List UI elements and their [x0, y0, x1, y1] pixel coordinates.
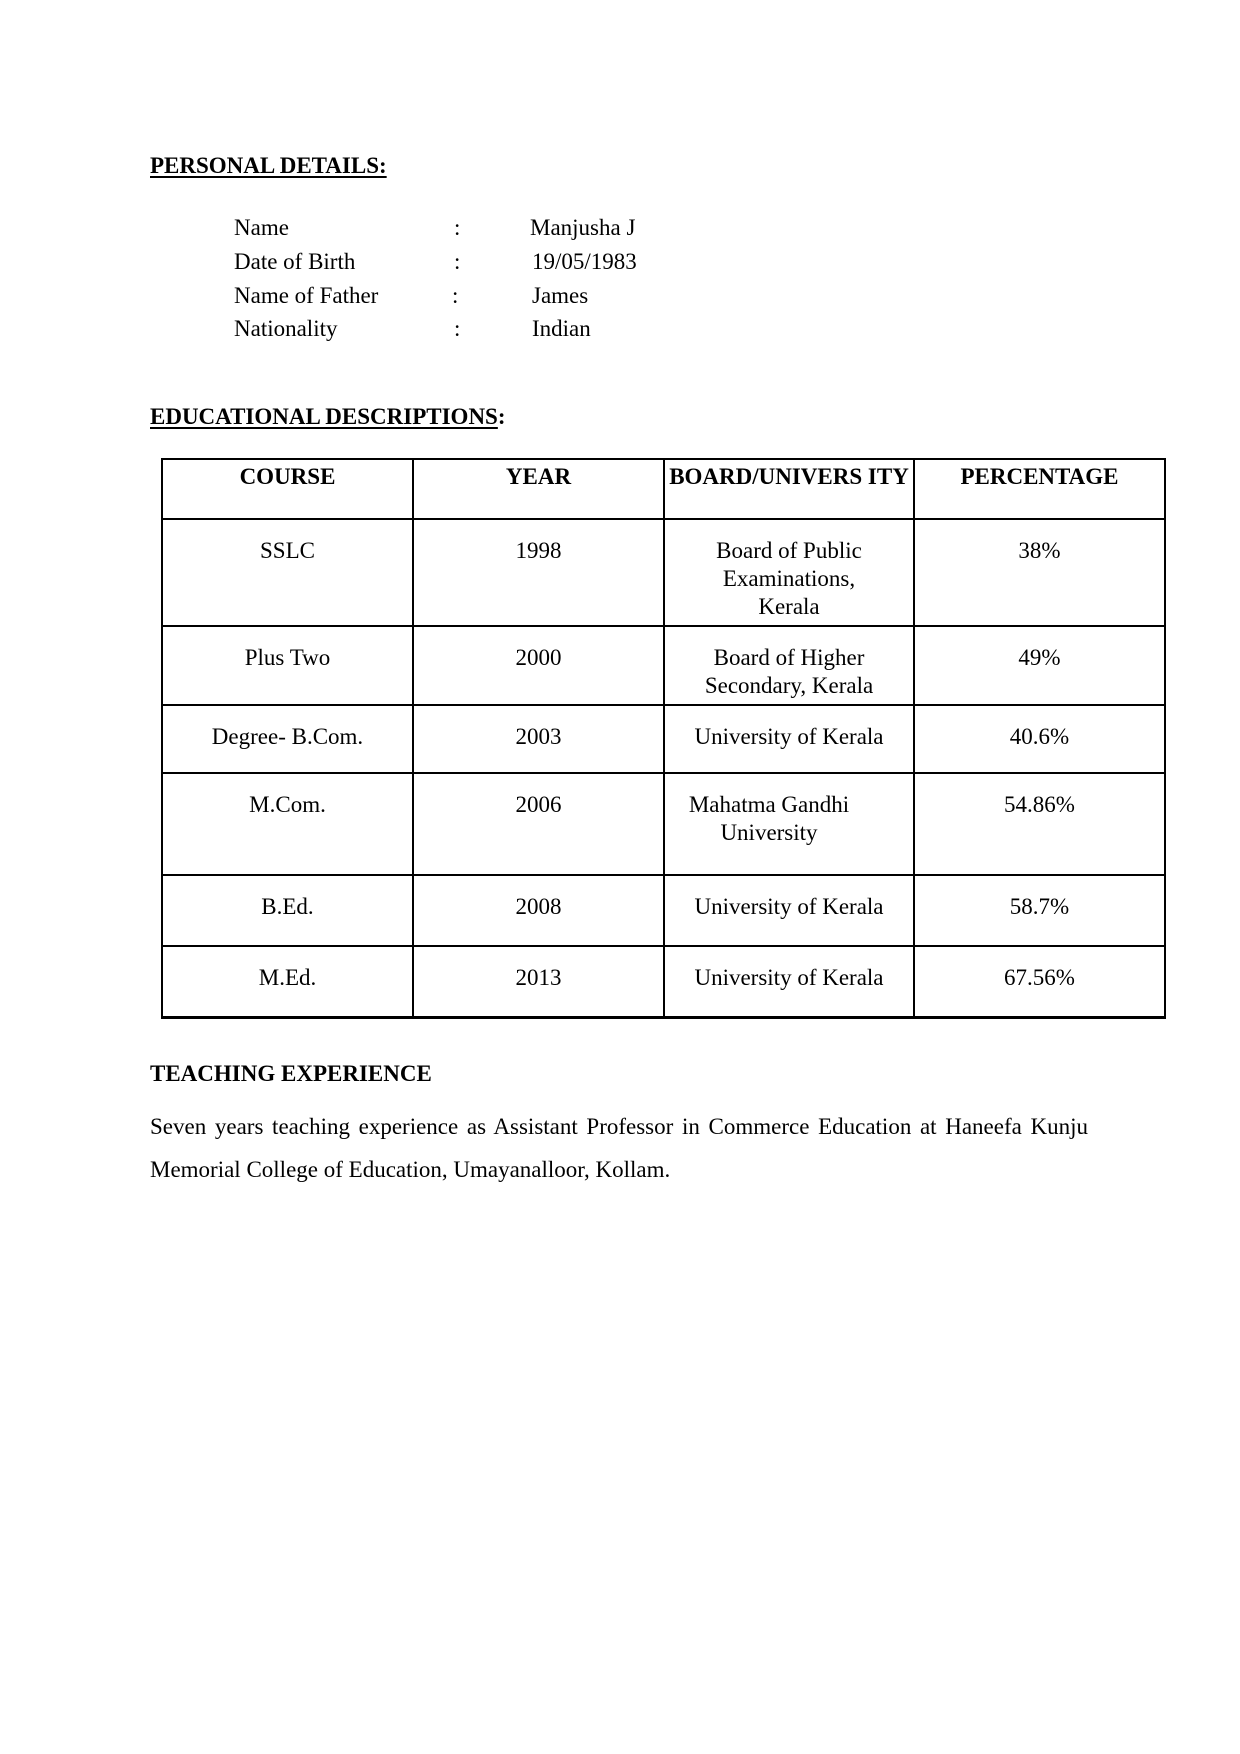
board-cell: Board of Public Examinations, Kerala — [664, 519, 914, 626]
personal-separator: : — [454, 215, 461, 240]
percentage-cell: 67.56% — [914, 946, 1165, 1018]
year-cell: 2003 — [413, 705, 664, 773]
percentage-cell: 54.86% — [914, 773, 1165, 875]
personal-separator: : — [454, 316, 461, 341]
personal-row-father — [234, 281, 734, 311]
personal-row-dob — [234, 247, 734, 277]
board-cell: University of Kerala — [664, 705, 914, 773]
teaching-experience-text: Seven years teaching experience as Assistant Professor in Commerce Education at Haneefa Kunju Memorial College of Education, Umayanalloor, Kollam. — [150, 1114, 1088, 1182]
personal-label: Date of Birth — [234, 249, 356, 274]
board-cell: Mahatma Gandhi University — [664, 773, 914, 875]
table-row — [162, 626, 1165, 705]
board-cell: Board of Higher Secondary, Kerala — [664, 626, 914, 705]
year-cell: 2000 — [413, 626, 664, 705]
personal-details-heading: PERSONAL DETAILS: — [150, 153, 387, 178]
education-table-header — [162, 459, 1165, 519]
personal-value: Manjusha J — [530, 215, 636, 240]
personal-value: James — [532, 283, 589, 308]
personal-separator: : — [454, 249, 461, 274]
table-row — [162, 946, 1165, 1018]
percentage-cell: 58.7% — [914, 875, 1165, 946]
percentage-cell: 40.6% — [914, 705, 1165, 773]
board-cell: University of Kerala — [664, 875, 914, 946]
personal-separator: : — [452, 283, 459, 308]
table-row — [162, 519, 1165, 626]
course-cell: Degree- B.Com. — [162, 705, 413, 773]
column-header-percentage: PERCENTAGE — [914, 459, 1165, 519]
personal-label: Nationality — [234, 316, 338, 341]
personal-row-name — [234, 213, 734, 243]
column-header-course: COURSE — [162, 459, 413, 519]
year-cell: 1998 — [413, 519, 664, 626]
personal-label: Name of Father — [234, 283, 379, 308]
year-cell: 2013 — [413, 946, 664, 1018]
table-row — [162, 705, 1165, 773]
personal-label: Name — [234, 215, 289, 240]
percentage-cell: 38% — [914, 519, 1165, 626]
personal-value: 19/05/1983 — [532, 249, 637, 274]
year-cell: 2006 — [413, 773, 664, 875]
column-header-board: BOARD/UNIVERS ITY — [664, 459, 914, 519]
percentage-cell: 49% — [914, 626, 1165, 705]
personal-value: Indian — [532, 316, 591, 341]
course-cell: M.Com. — [162, 773, 413, 875]
course-cell: SSLC — [162, 519, 413, 626]
educational-descriptions-heading: EDUCATIONAL DESCRIPTIONS: — [150, 404, 506, 429]
board-cell: University of Kerala — [664, 946, 914, 1018]
column-header-year: YEAR — [413, 459, 664, 519]
education-table — [161, 458, 1166, 1019]
personal-row-nationality — [234, 314, 734, 344]
course-cell: B.Ed. — [162, 875, 413, 946]
table-row — [162, 773, 1165, 875]
table-row — [162, 875, 1165, 946]
year-cell: 2008 — [413, 875, 664, 946]
course-cell: Plus Two — [162, 626, 413, 705]
course-cell: M.Ed. — [162, 946, 413, 1018]
teaching-experience-heading: TEACHING EXPERIENCE — [150, 1061, 432, 1086]
